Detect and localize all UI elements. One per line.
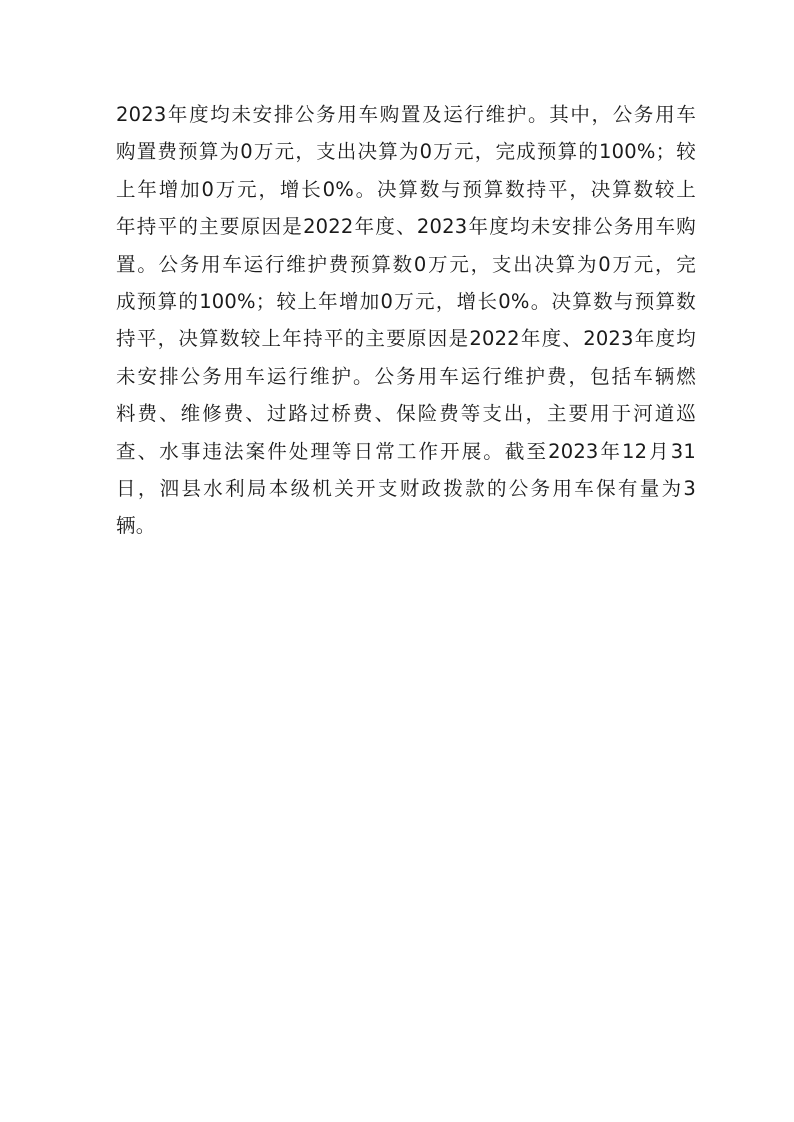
paragraph-line-7: 持平，决算数较上年持平的主要原因是2022年度、2023年度均 xyxy=(116,327,696,351)
body-paragraph xyxy=(116,96,696,545)
paragraph-line-2: 购置费预算为0万元，支出决算为0万元，完成预算的100%；较 xyxy=(116,140,696,164)
paragraph-line-11: 日，泗县水利局本级机关开支财政拨款的公务用车保有量为3 xyxy=(116,476,696,500)
paragraph-line-9: 料费、维修费、过路过桥费、保险费等支出，主要用于河道巡 xyxy=(116,402,696,426)
paragraph-line-1: 2023年度均未安排公务用车购置及运行维护。其中，公务用车 xyxy=(116,103,696,126)
paragraph-line-10: 查、水事违法案件处理等日常工作开展。截至2023年12月31 xyxy=(116,439,696,463)
paragraph-line-8: 未安排公务用车运行维护。公务用车运行维护费，包括车辆燃 xyxy=(116,364,696,388)
paragraph-line-12: 辆。 xyxy=(116,514,156,538)
paragraph-line-5: 置。公务用车运行维护费预算数0万元，支出决算为0万元，完 xyxy=(116,252,696,276)
paragraph-line-4: 年持平的主要原因是2022年度、2023年度均未安排公务用车购 xyxy=(116,215,696,239)
paragraph-line-3: 上年增加0万元，增长0%。决算数与预算数持平，决算数较上 xyxy=(116,177,696,201)
paragraph-line-6: 成预算的100%；较上年增加0万元，增长0%。决算数与预算数 xyxy=(116,289,696,313)
